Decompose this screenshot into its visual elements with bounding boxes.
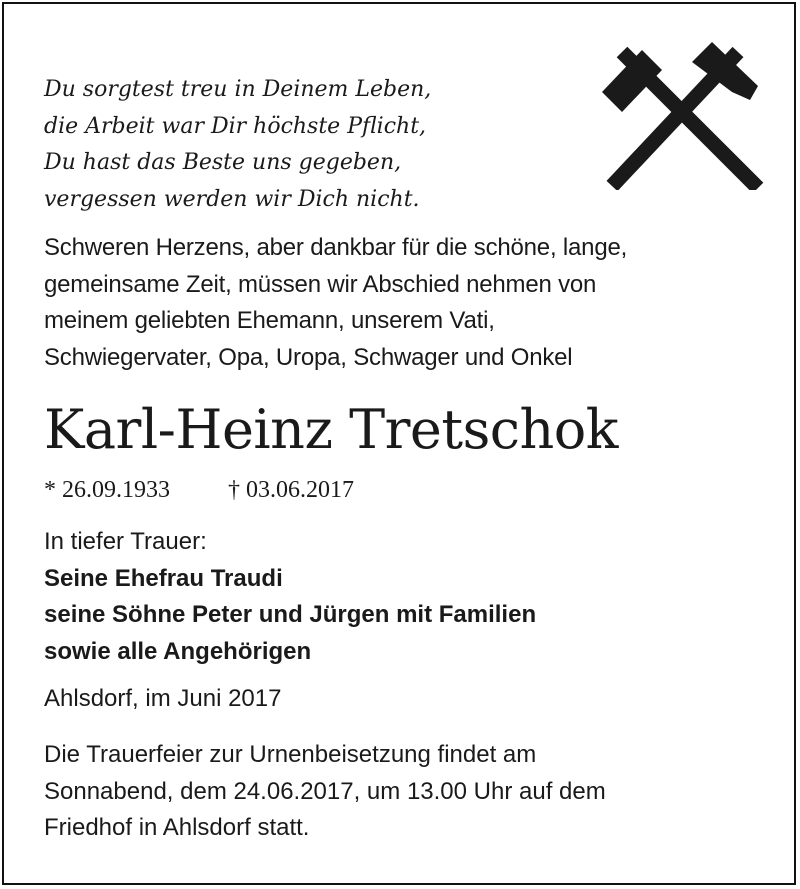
poem-line: Du hast das Beste uns gegeben, <box>44 150 402 175</box>
death-date: † 03.06.2017 <box>228 477 354 503</box>
ceremony-notice <box>44 737 606 847</box>
mourner-line: Seine Ehefrau Traudi <box>44 564 283 592</box>
intro-line: gemeinsame Zeit, müssen wir Abschied nehmen von <box>44 270 597 298</box>
poem-line: die Arbeit war Dir höchste Pflicht, <box>44 113 427 139</box>
poem <box>44 72 431 218</box>
mourners-heading: In tiefer Trauer: <box>44 528 207 555</box>
hammer-and-pick-icon <box>600 40 770 190</box>
intro-line: meinem geliebten Ehemann, unserem Vati, <box>44 307 495 334</box>
ceremony-line: Sonnabend, dem 24.06.2017, um 13.00 Uhr auf dem <box>44 777 606 805</box>
life-dates <box>44 472 354 508</box>
intro-line: Schwiegervater, Opa, Uropa, Schwager und Onkel <box>44 343 573 371</box>
poem-line: Du sorgtest treu in Deinem Leben, <box>44 77 432 102</box>
mourner-line: seine Söhne Peter und Jürgen mit Familien <box>44 601 537 628</box>
mourner-line: sowie alle Angehörigen <box>44 637 312 665</box>
obituary-frame <box>2 2 796 885</box>
mourners <box>44 524 536 670</box>
ceremony-line: Die Trauerfeier zur Urnenbeisetzung findet am <box>44 741 537 768</box>
place-and-date: Ahlsdorf, im Juni 2017 <box>44 685 282 712</box>
ceremony-line: Friedhof in Ahlsdorf statt. <box>44 814 310 841</box>
intro-line: Schweren Herzens, aber dankbar für die schöne, lange, <box>44 234 628 261</box>
poem-line: vergessen werden wir Dich nicht. <box>44 186 420 212</box>
deceased-name: Karl-Heinz Tretschok <box>44 398 619 461</box>
birth-date: * 26.09.1933 <box>44 477 170 503</box>
intro-text <box>44 230 627 376</box>
